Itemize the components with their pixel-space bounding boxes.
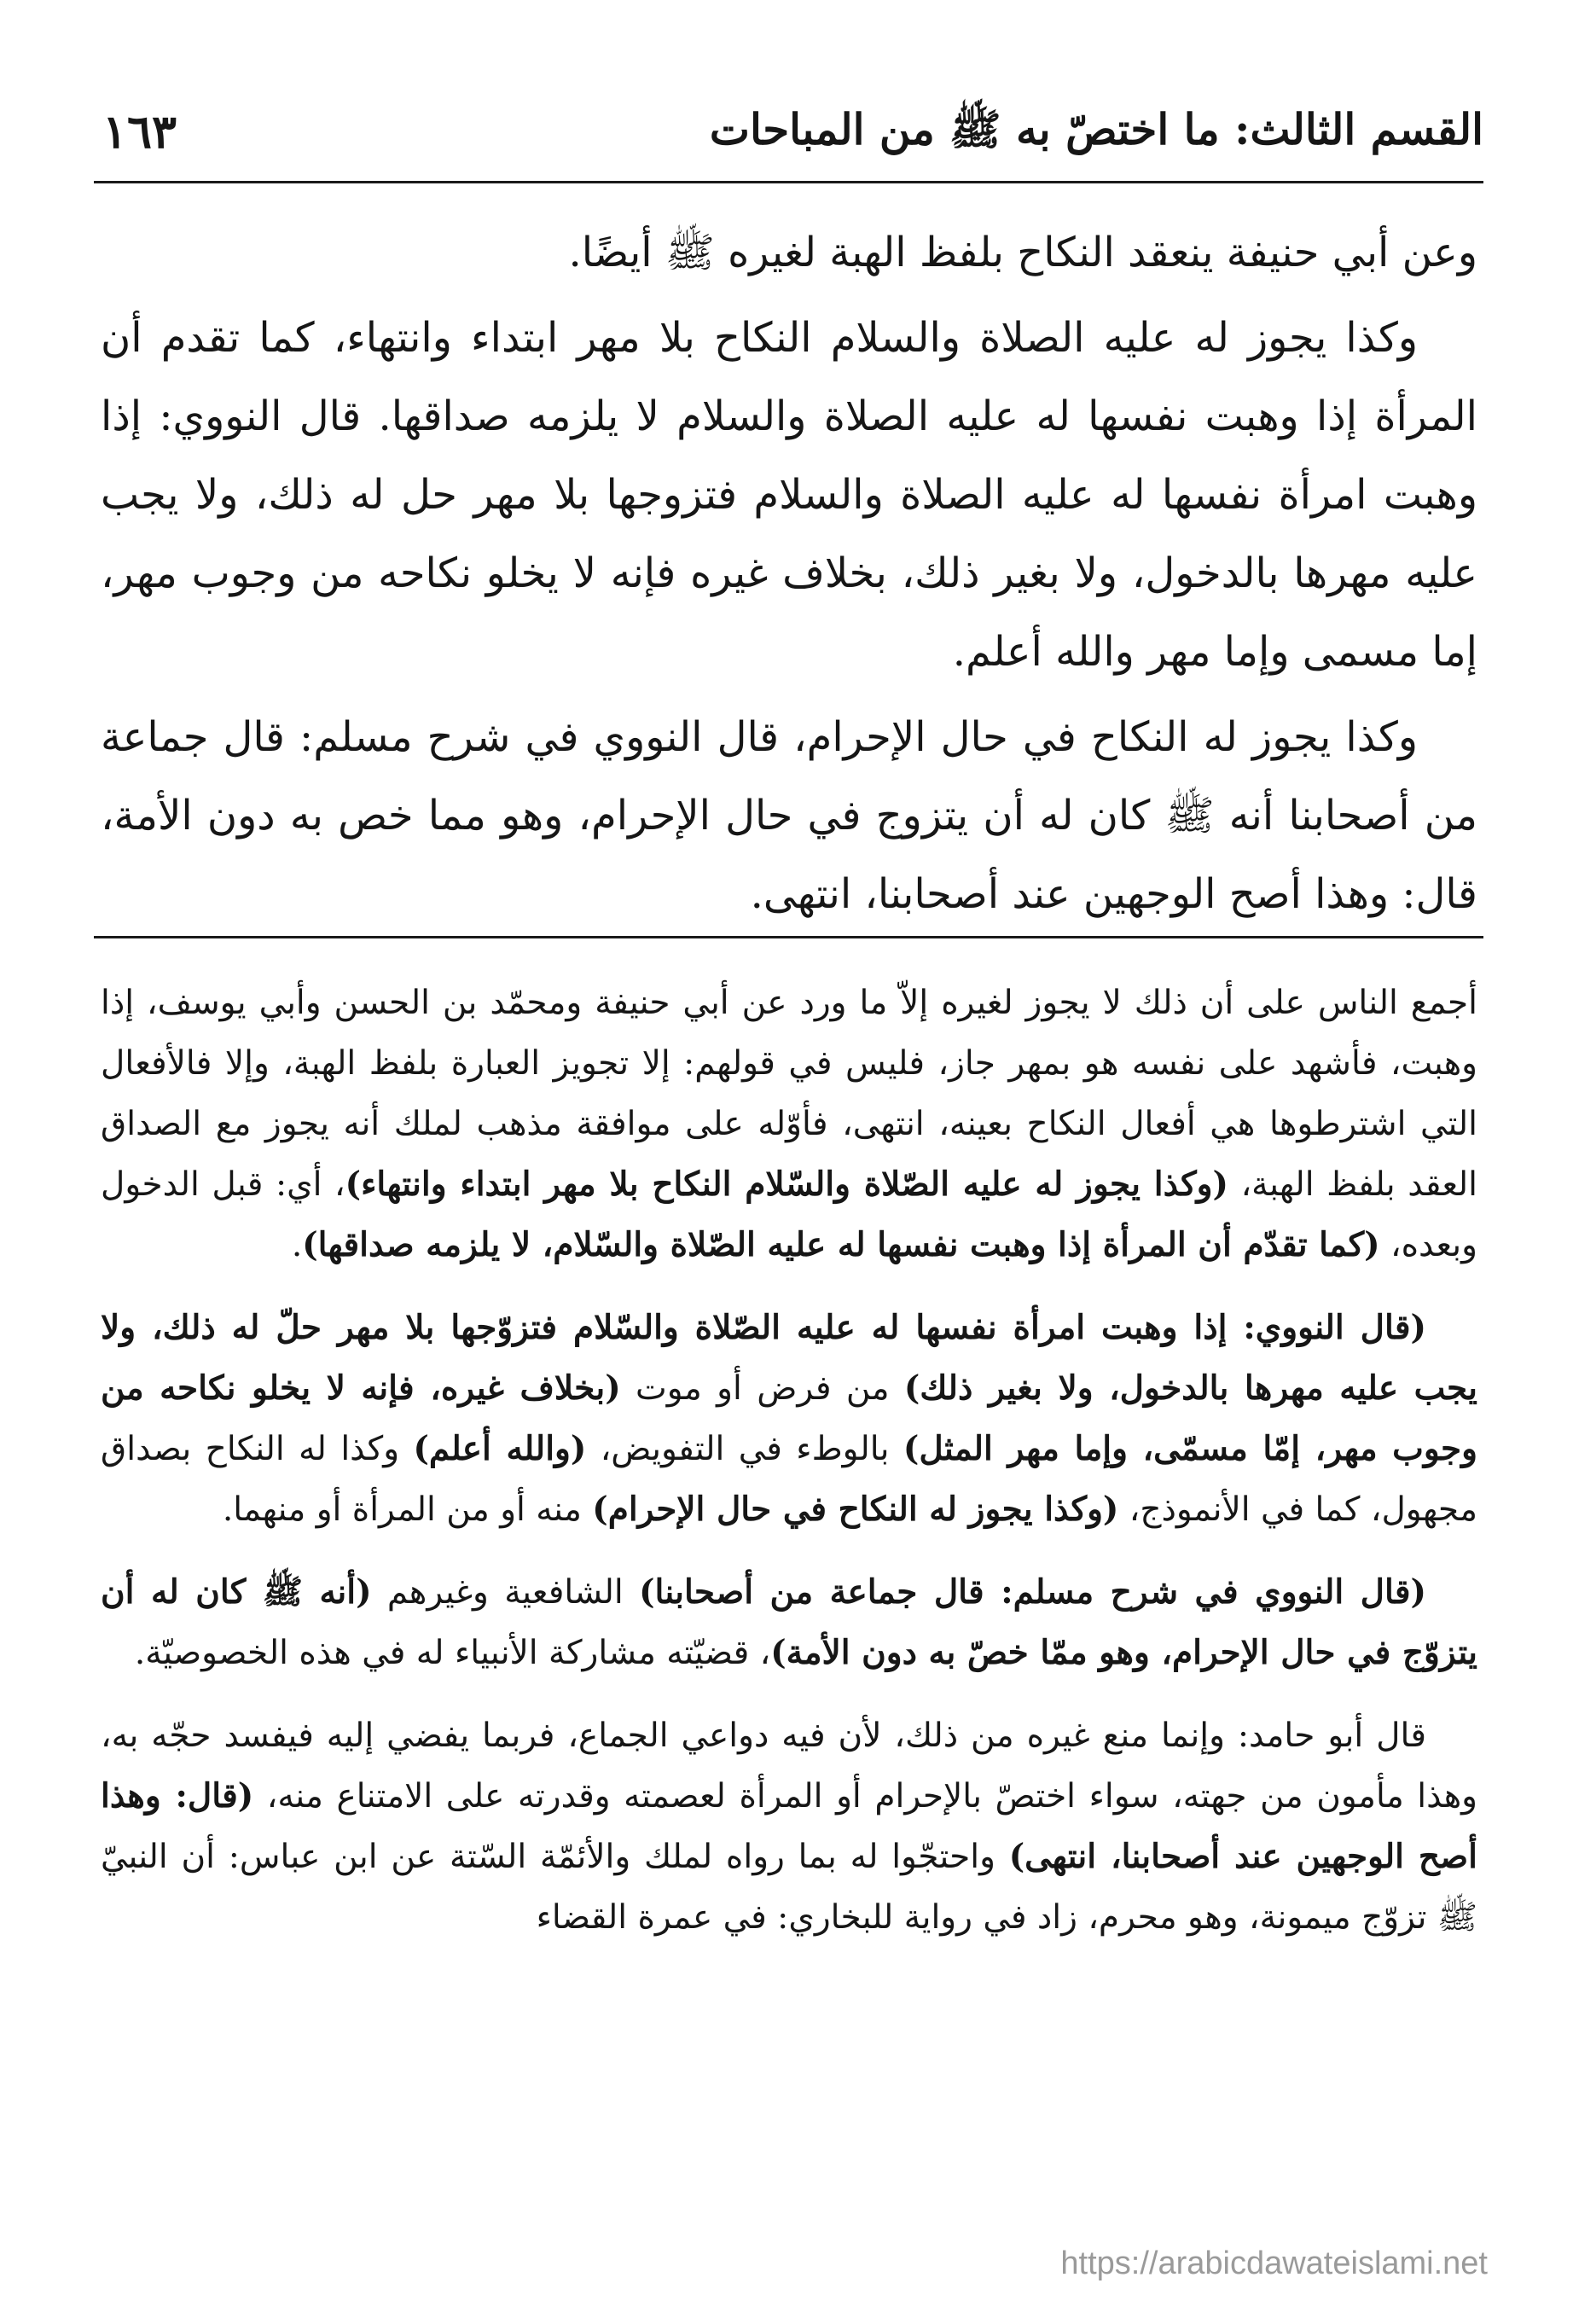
quoted-matn: (وكذا يجوز له عليه الصّلاة والسّلام النكاح بلا مهر ابتداء وانتهاء) <box>345 1165 1228 1204</box>
main-paragraph: وعن أبي حنيفة ينعقد النكاح بلفظ الهبة لغيره ﷺ أيضًا. <box>568 229 1477 276</box>
commentary-text-run: أجمع الناس على أن ذلك لا يجوز لغيره إلاّ ما ورد عن أبي حنيفة ومحمّد بن الحسن وأبي يوسف، إذا وهبت، فأشهد على نفسه هو بمهر جاز، فليس في قولهم: إلا تجويز العبارة بلفظ الهبة، وإلا فالأفعال التي اشترطوها هي أفعال النكاح بعينه، انتهى، فأوّله على موافقة مذهب لملك أنه يجوز مع الصداق العقد بلفظ الهبة، <box>101 984 1477 1204</box>
running-title: القسم الثالث: ما اختصّ به ﷺ من المباحات <box>709 104 1483 154</box>
main-paragraph: وكذا يجوز له عليه الصلاة والسلام النكاح بلا مهر ابتداء وانتهاء، كما تقدم أن المرأة إذا وهبت نفسها له عليه الصلاة والسلام لا يلزمه صداقها. قال النووي: إذا وهبت امرأة نفسها له عليه الصلاة والسلام فتزوجها بلا مهر حل له ذلك، ولا يجب عليه مهرها بالدخول، ولا بغير ذلك، بخلاف غيره فإنه لا يخلو نكاحه من وجوب مهر، إما مسمى وإما مهر والله أعلم. <box>101 314 1477 676</box>
quoted-matn: (والله أعلم) <box>413 1429 587 1468</box>
header-rule <box>94 181 1483 183</box>
commentary-text-run: ، أي: قبل الدخول وبعده، <box>101 1165 1477 1264</box>
watermark-url: https://arabicdawateislami.net <box>1060 2246 1488 2281</box>
quoted-matn: (قال النووي في شرح مسلم: قال جماعة من أصحابنا) <box>639 1572 1426 1612</box>
commentary-text <box>101 973 1477 1970</box>
quoted-matn: (قال النووي: إذا وهبت امرأة نفسها له عليه الصّلاة والسّلام فتزوّجها بلا مهر حلّ له ذلك، ولا يجب عليه مهرها بالدخول، ولا بغير ذلك) <box>101 1308 1478 1408</box>
page-header <box>94 85 1483 171</box>
page-number: ١٦٣ <box>102 104 177 159</box>
commentary-text-run: ، قضيّته مشاركة الأنبياء له في هذه الخصوصيّة. <box>134 1634 771 1672</box>
commentary-divider <box>94 936 1483 938</box>
commentary-paragraph <box>101 1705 1477 1948</box>
commentary-text-run: بالوطء في التفويض، <box>586 1430 903 1468</box>
main-text <box>101 213 1477 940</box>
quoted-matn: (كما تقدّم أن المرأة إذا وهبت نفسها له عليه الصّلاة والسّلام، لا يلزمه صداقها) <box>302 1225 1380 1264</box>
commentary-text-run: من فرض أو موت <box>620 1369 904 1408</box>
commentary-text-run: منه أو من المرأة أو منهما. <box>222 1490 593 1529</box>
commentary-paragraph <box>101 973 1477 1275</box>
quoted-matn: (أنه ﷺ كان له أن يتزوّج في حال الإحرام، وهو ممّا خصّ به دون الأمة) <box>101 1572 1477 1672</box>
commentary-text-run: الشافعية وغيرهم <box>371 1573 640 1612</box>
commentary-paragraph <box>101 1562 1477 1683</box>
quoted-matn: (وكذا يجوز له النكاح في حال الإحرام) <box>592 1490 1119 1529</box>
quoted-matn: (قال: وهذا أصح الوجهين عند أصحابنا، انتهى) <box>101 1776 1478 1876</box>
commentary-text-run: وكذا له النكاح بصداق مجهول، كما في الأنموذج، <box>101 1430 1477 1529</box>
commentary-text-run: واحتجّوا له بما رواه لملك والأئمّة السّتة عن ابن عباس: أن النبيّ ﷺ تزوّج ميمونة، وهو محرم، زاد في رواية للبخاري: في عمرة القضاء <box>101 1838 1477 1937</box>
commentary-text-run: قال أبو حامد: وإنما منع غيره من ذلك، لأن فيه دواعي الجماع، فربما يفضي إليه فيفسد حجّه به، وهذا مأمون من جهته، سواء اختصّ بالإحرام أو المرأة لعصمته وقدرته على الامتناع منه، <box>101 1717 1478 1816</box>
main-paragraph: وكذا يجوز له النكاح في حال الإحرام، قال النووي في شرح مسلم: قال جماعة من أصحابنا أنه ﷺ كان له أن يتزوج في حال الإحرام، وهو مما خص به دون الأمة، قال: وهذا أصح الوجهين عند أصحابنا، انتهى. <box>101 713 1477 918</box>
commentary-paragraph <box>101 1298 1477 1540</box>
commentary-text-run: . <box>291 1226 303 1264</box>
quoted-matn: (بخلاف غيره، فإنه لا يخلو نكاحه من وجوب مهر، إمّا مسمّى، وإما مهر المثل) <box>101 1368 1477 1468</box>
